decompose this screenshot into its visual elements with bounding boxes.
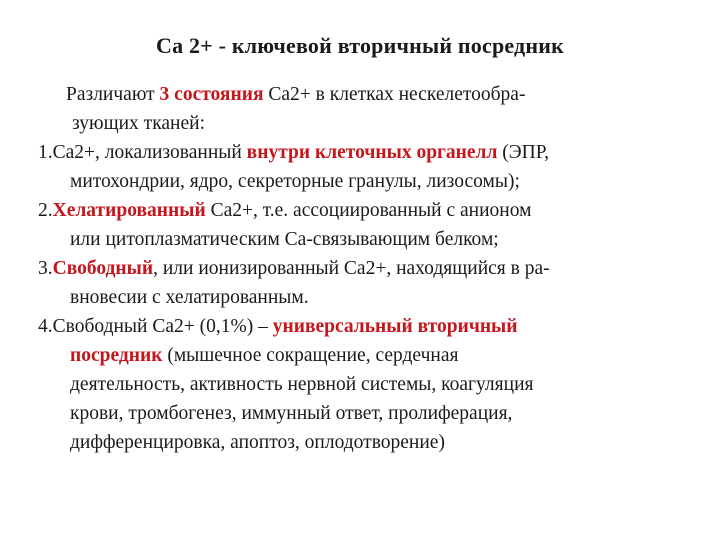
- item-2-text-3: или цитоплазматическим Са-связывающим белком;: [70, 229, 499, 250]
- slide-body: [38, 80, 698, 457]
- intro-highlight: 3 состояния: [159, 84, 264, 105]
- list-item-3: [38, 254, 698, 312]
- item-2-text-2: Са2+, т.е. ассоциированный с анионом: [205, 200, 532, 221]
- item-1-text-3: митохондрии, ядро, секреторные гранулы, лизосомы);: [70, 171, 520, 192]
- item-4-text-4: крови, тромбогенез, иммунный ответ, пролиферация,: [70, 403, 513, 424]
- item-2-highlight: Хелатированный: [52, 200, 206, 221]
- list-item-4: [38, 312, 698, 457]
- list-item-2: [38, 196, 698, 254]
- item-4-text-5: дифференцировка, апоптоз, оплодотворение): [70, 432, 445, 453]
- item-2-text-1: 2.: [38, 200, 53, 221]
- item-1-highlight: внутри клеточных органелл: [246, 142, 498, 163]
- item-4-highlight-2: посредник: [70, 345, 163, 366]
- item-4-highlight-1: универсальный вторичный: [272, 316, 518, 337]
- item-3-text-2: , или ионизированный Са2+, находящийся в ра-: [153, 258, 550, 279]
- list-item-1: [38, 138, 698, 196]
- intro-text-2: Са2+ в клетках нескелетообра-: [263, 84, 526, 105]
- item-1-text-2: (ЭПР,: [497, 142, 550, 163]
- item-4-text-1: 4.Свободный Са2+ (0,1%) –: [38, 316, 273, 337]
- intro-text-3: зующих тканей:: [72, 113, 205, 134]
- item-4-text-2: (мышечное сокращение, сердечная: [162, 345, 459, 366]
- intro-paragraph: [38, 80, 698, 138]
- item-4-text-3: деятельность, активность нервной системы, коагуляция: [70, 374, 534, 395]
- slide-title: Са 2+ - ключевой вторичный посредник: [155, 33, 565, 58]
- item-3-text-3: вновесии с хелатированным.: [70, 287, 309, 308]
- intro-text-1: Различают: [66, 84, 160, 105]
- item-3-highlight: Свободный: [52, 258, 154, 279]
- item-3-text-1: 3.: [38, 258, 53, 279]
- item-1-text-1: 1.Са2+, локализованный: [38, 142, 247, 163]
